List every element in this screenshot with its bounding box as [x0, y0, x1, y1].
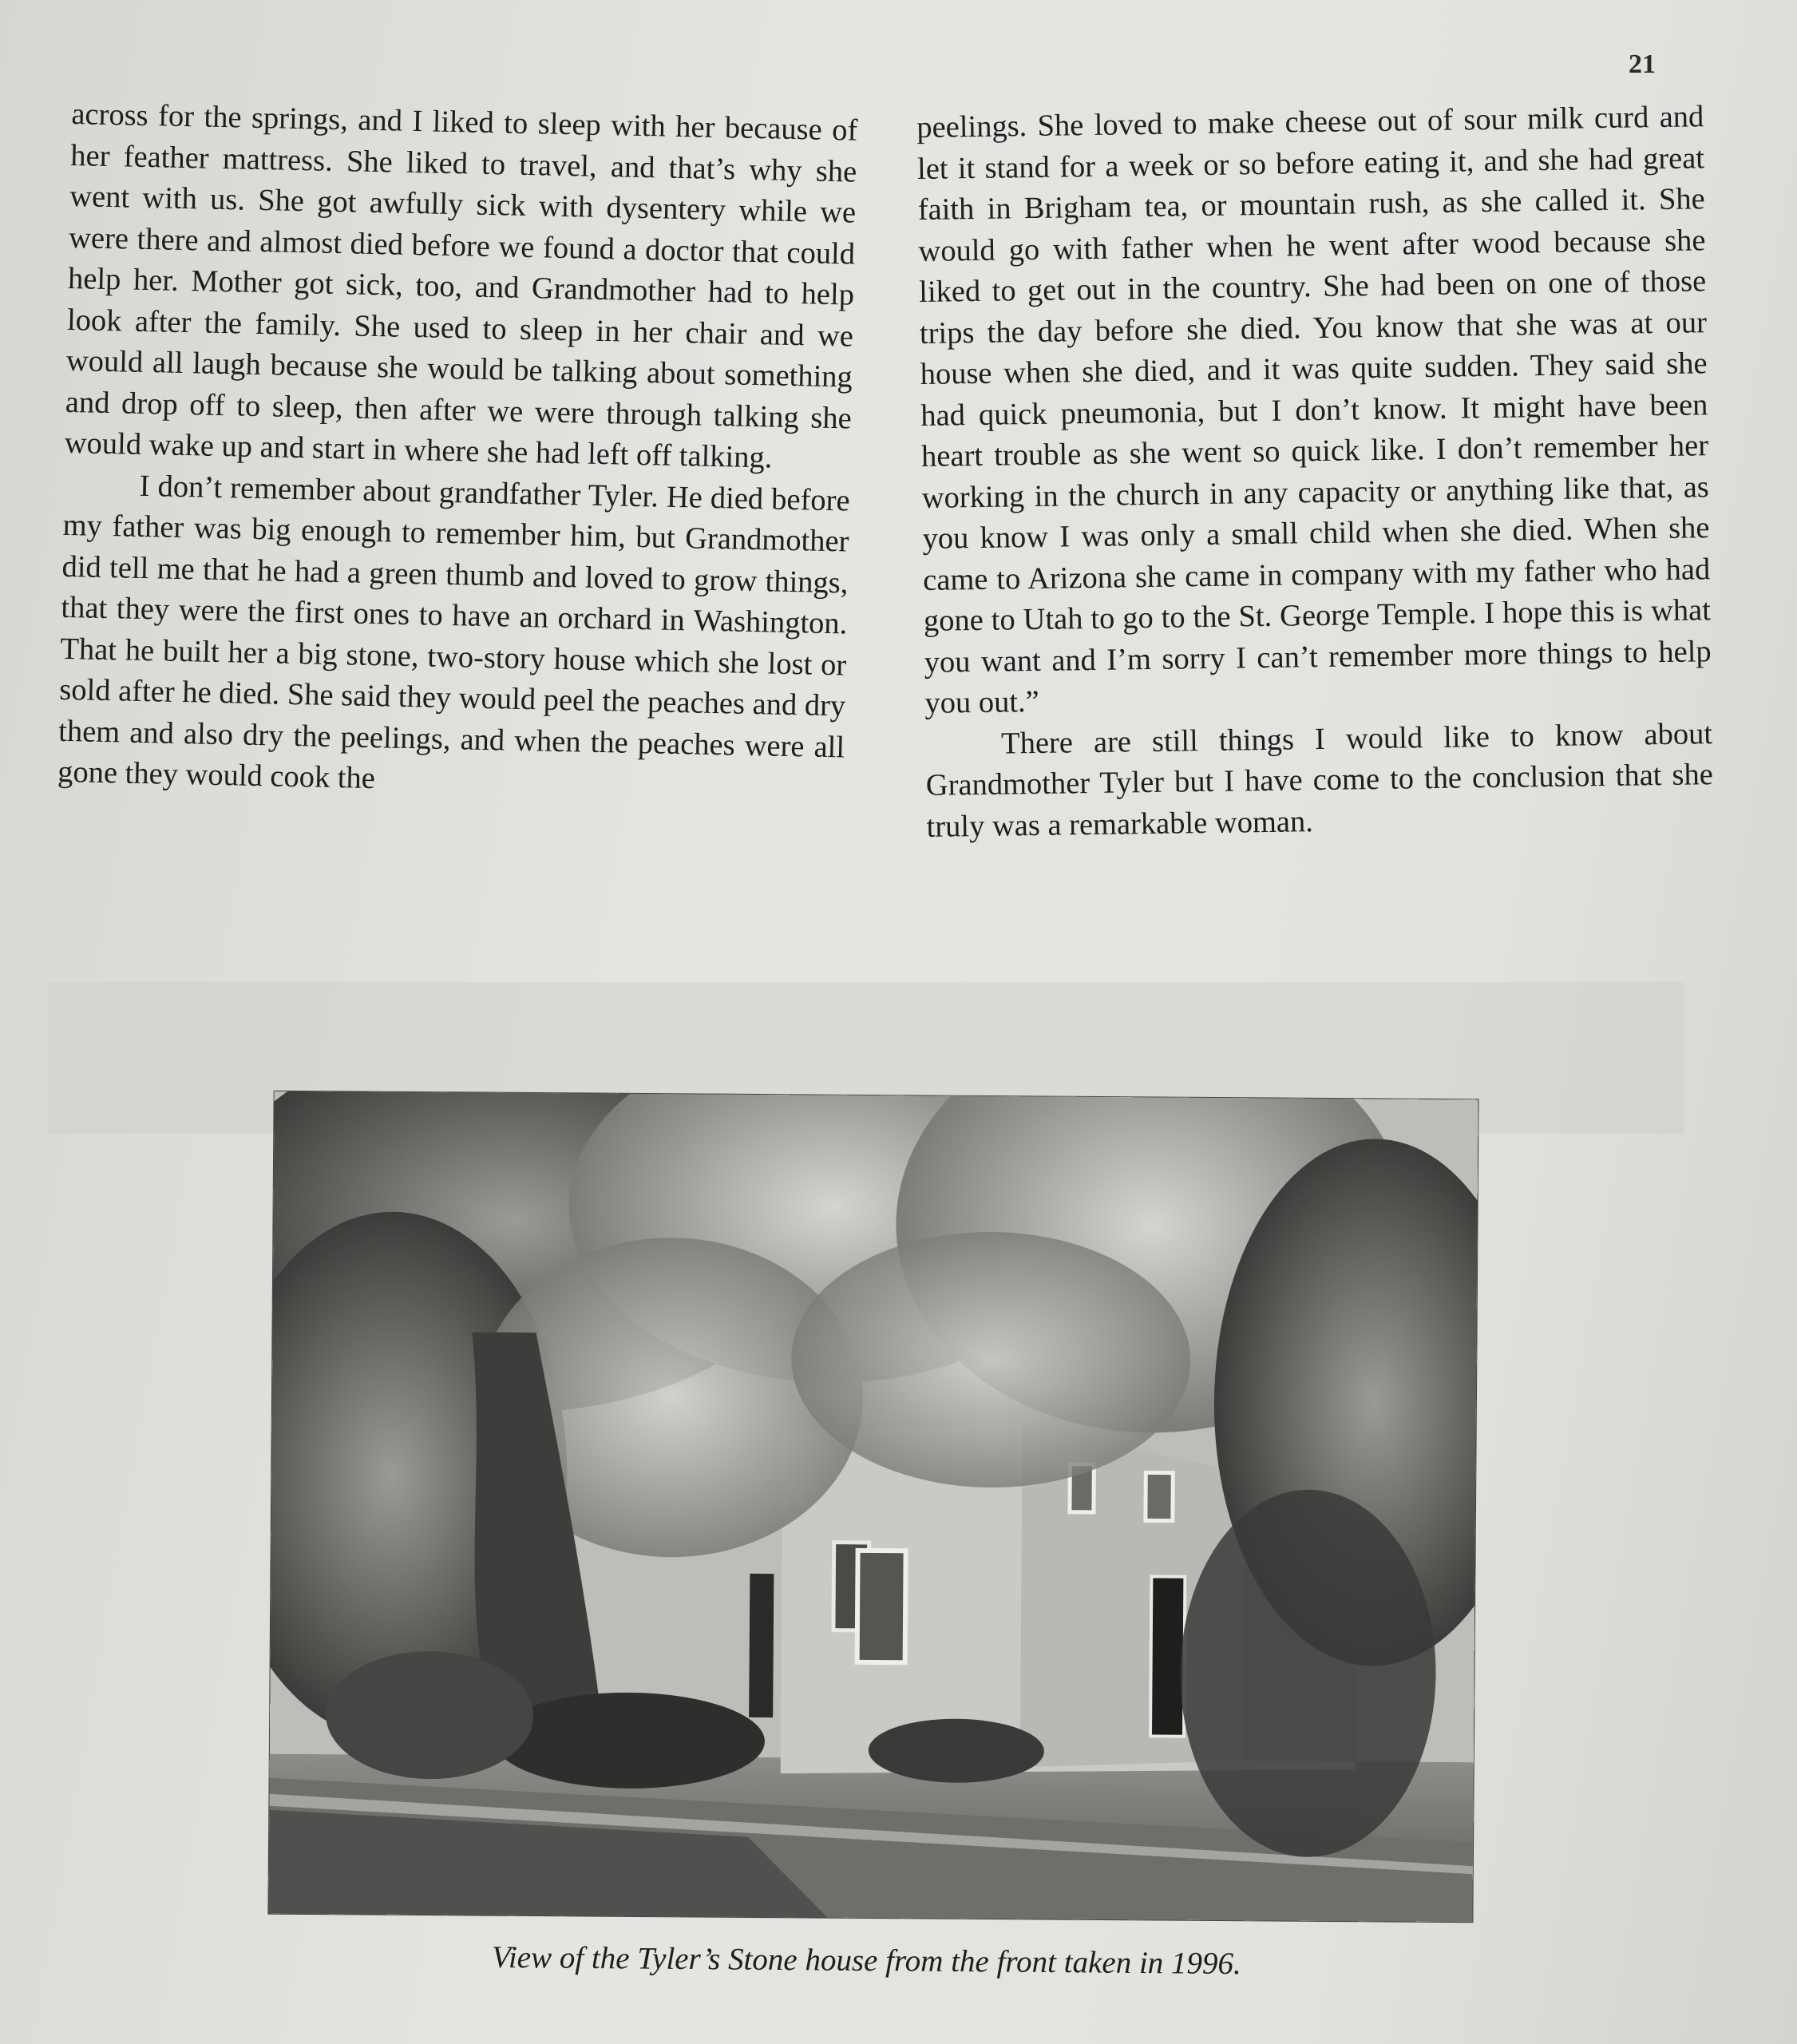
right-text-column [916, 97, 1714, 848]
paragraph: I don’t remember about grandfather Tyler. He died before my father was big enough to remember him, but Grandmother did tell me that he had a green thumb and loved to grow things, that they were the first ones to have an orchard in Washington. That he built her a big stone, two-story house which she lost or sold after he died. She said they would peel the peaches and dry them and also dry the peelings, and when the peaches were all gone they would cook the [57, 469, 850, 796]
paragraph: There are still things I would like to know about Grandmother Tyler but I have come to the conclusion that she truly was a remarkable woman. [925, 716, 1714, 844]
photo-caption [0, 1939, 1797, 1982]
paragraph: across for the springs, and I liked to sleep with her because of her feather mattress. She liked to travel, and that’s why she went with us. She got awfully sick with dysentery while we were there and almost died before we found a doctor that could help her. Mother got sick, too, and Grandmother had to help look after the family. She used to sleep in her chair and we would all laugh because she would be talking about something and drop off to sleep, then after we were through talking she would wake up and start in where she had left off talking. [64, 97, 858, 475]
paragraph: peelings. She loved to make cheese out of sour milk curd and let it stand for a week or so before eating it, and she had great faith in Brigham tea, or mountain rush, as she called it. She would go with father when he went after wood because she liked to get out in the country. She had been on one of those trips the day before she died. You know that she was at our house when she died, and it was quite sudden. They said she had quick pneumonia, but I don’t know. It might have been heart trouble as she went so quick like. I don’t remember her working in the church in any capacity or anything like that, as you know I was only a small child when she died. When she came to Arizona she came in company with my father who had gone to Utah to go to the St. George Temple. I hope this is what you want and I’m sorry I can’t remember more things to help you out.” [916, 100, 1712, 720]
page-number: 21 [1629, 50, 1656, 79]
left-text-column [57, 94, 858, 810]
photo-caption-text: View of the Tyler’s Stone house from the front taken in 1996. [491, 1939, 1242, 1982]
house-photograph [268, 1091, 1478, 1923]
